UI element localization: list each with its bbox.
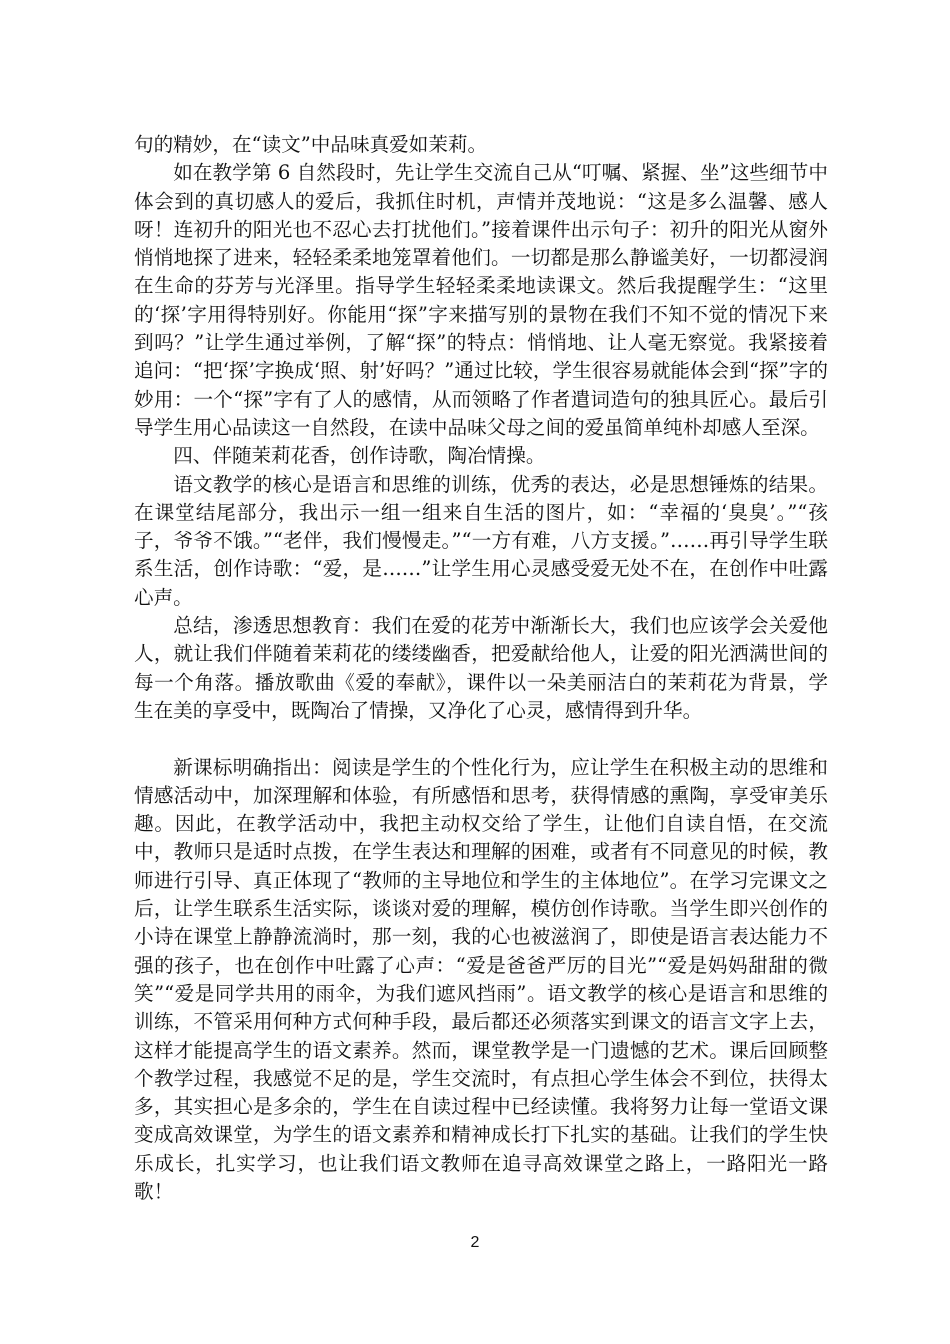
paragraph-gap [134,725,828,753]
page-number: 2 [470,1234,480,1251]
document-body [134,131,828,1206]
paragraph: 总结，渗透思想教育：我们在爱的花芳中渐渐长大，我们也应该学会关爱他人，就让我们伴随着茉莉花的缕缕幽香，把爱献给他人，让爱的阳光洒满世间的每一个角落。播放歌曲《爱的奉献》，课件以一朵美丽洁白的茉莉花为背景，学生在美的享受中，既陶冶了情操，又净化了心灵，感情得到升华。 [134,614,828,722]
paragraph: 如在教学第 6 自然段时，先让学生交流自己从“叮嘱、紧握、坐”这些细节中体会到的真切感人的爱后，我抓住时机，声情并茂地说：“这是多么温馨、感人呀！连初升的阳光也不忍心去打扰他们。”接着课件出示句子：初升的阳光从窗外悄悄地探了进来，轻轻柔柔地笼罩着他们。一切都是那么静谧美好，一切都浸润在生命的芬芳与光泽里。指导学生轻轻柔柔地读课文。然后我提醒学生：“这里的‘探’字用得特别好。你能用“探”字来描写别的景物在我们不知不觉的情况下来到吗？”让学生通过举例，了解“探”的特点：悄悄地、让人毫无察觉。我紧接着追问：“把‘探’字换成‘照、射’好吗？”通过比较，学生很容易就能体会到“探”字的妙用：一个“探”字有了人的感情，从而领略了作者遣词造句的独具匠心。最后引导学生用心品读这一自然段，在读中品味父母之间的爱虽简单纯朴却感人至深。 [134,161,828,439]
section-heading: 四、伴随茉莉花香，创作诗歌，陶冶情操。 [173,444,546,468]
paragraph: 句的精妙，在“读文”中品味真爱如茉莉。 [134,133,488,156]
paragraph: 新课标明确指出：阅读是学生的个性化行为，应让学生在积极主动的思维和情感活动中，加深理解和体验，有所感悟和思考，获得情感的熏陶，享受审美乐趣。因此，在教学活动中，我把主动权交给了学生，让他们自读自悟，在交流中，教师只是适时点拨，在学生表达和理解的困难，或者有不同意见的时候，教师进行引导、真正体现了“教师的主导地位和学生的主体地位”。在学习完课文之后，让学生联系生活实际，谈谈对爱的理解，模仿创作诗歌。当学生即兴创作的小诗在课堂上静静流淌时，那一刻，我的心也被滋润了，即使是语言表达能力不强的孩子，也在创作中吐露了心声：“爱是爸爸严厉的目光”“爱是妈妈甜甜的微笑”“爱是同学共用的雨伞，为我们遮风挡雨”。语文教学的核心是语言和思维的训练，不管采用何种方式何种手段，最后都还必须落实到课文的语言文字上去，这样才能提高学生的语文素养。然而，课堂教学是一门遗憾的艺术。课后回顾整个教学过程，我感觉不足的是，学生交流时，有点担心学生体会不到位，扶得太多，其实担心是多余的，学生在自读过程中已经读懂。我将努力让每一堂语文课变成高效课堂，为学生的语文素养和精神成长打下扎实的基础。让我们的学生快乐成长，扎实学习，也让我们语文教师在追寻高效课堂之路上，一路阳光一路歌！ [134,755,828,1203]
paragraph: 语文教学的核心是语言和思维的训练，优秀的表达，必是思想锤炼的结果。在课堂结尾部分，我出示一组一组来自生活的图片，如：“幸福的‘臭臭’。”“孩子，爷爷不饿。”“老伴，我们慢慢走。”“一方有难，八方支援。”……再引导学生联系生活，创作诗歌：“爱，是……”让学生用心灵感受爱无处不在，在创作中吐露心声。 [134,472,828,609]
